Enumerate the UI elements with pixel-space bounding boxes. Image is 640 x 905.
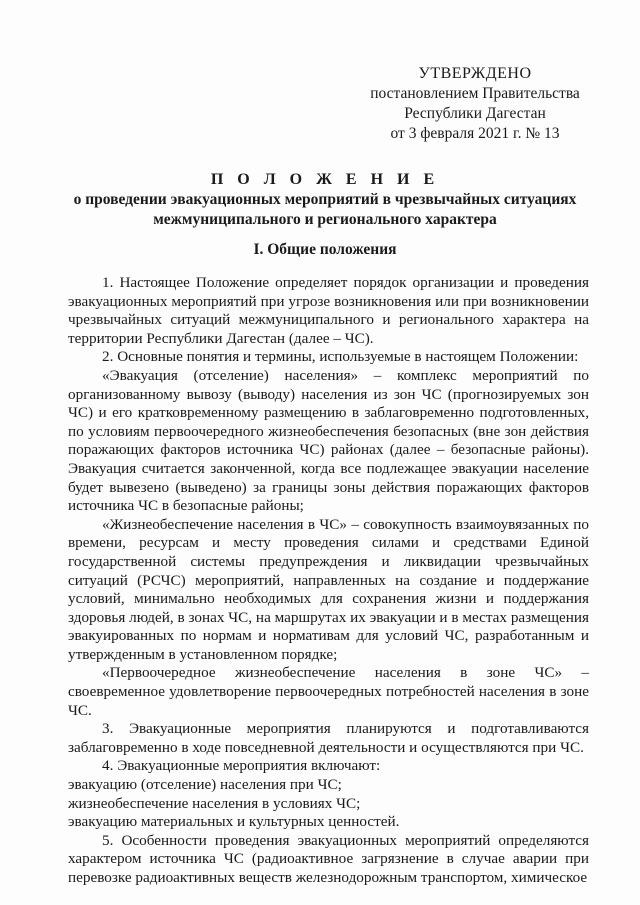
list-item-life-support: жизнеобеспечение населения в условиях ЧС;	[68, 794, 361, 812]
section-heading: I. Общие положения	[253, 241, 397, 258]
title-heading: П О Л О Ж Е Н И Е	[210, 171, 440, 188]
paragraph-3: 3. Эвакуационные мероприятия планируются и подготавливаются заблаговременно в ходе повседневной деятельности и осуществляются при ЧС.	[68, 720, 589, 756]
approval-stamp: УТВЕРЖДЕНО	[418, 65, 532, 82]
title-line-1: о проведении эвакуационных мероприятий в чрезвычайных ситуациях	[73, 191, 577, 208]
approval-block	[350, 64, 600, 144]
paragraph-2: 2. Основные понятия и термины, используемые в настоящем Положении:	[102, 348, 579, 366]
paragraph-1: 1. Настоящее Положение определяет порядок организации и проведения эвакуационных мероприятий при угрозе возникновения или при возникновении чрезвычайных ситуаций межмуниципального и регионального характера на территории Республики Дагестан (далее – ЧС).	[68, 274, 589, 347]
paragraph-life-support-definition: «Жизнеобеспечение населения в ЧС» – совокупность взаимоувязанных по времени, ресурсам и месту проведения силами и средствами Единой государственной системы предупреждения и ликвидации чрезвычайных ситуаций (РСЧС) мероприятий, направленных на создание и поддержание условий, минимально необходимых для сохранения жизни и поддержания здоровья людей, в зонах ЧС, на маршрутах их эвакуации и в местах размещения эвакуированных по нормам и нормативам для условий ЧС, разработанным и утвержденным в установленном порядке;	[68, 515, 589, 663]
paragraph-priority-life-support: «Первоочередное жизнеобеспечение населения в зоне ЧС» – своевременное удовлетворение первоочередных потребностей населения в зоне ЧС.	[68, 664, 589, 719]
approval-line-1: постановлением Правительства	[370, 85, 580, 102]
list-item-evacuation: эвакуацию (отселение) населения при ЧС;	[68, 776, 342, 794]
title-line-2: межмуниципального и регионального характера	[153, 211, 497, 228]
paragraph-4: 4. Эвакуационные мероприятия включают:	[102, 757, 381, 775]
approval-line-2: Республики Дагестан	[404, 105, 546, 122]
list-item-valuables: эвакуацию материальных и культурных ценностей.	[68, 813, 400, 831]
document-title	[60, 170, 590, 230]
document-body	[68, 274, 589, 888]
paragraph-5: 5. Особенности проведения эвакуационных мероприятий определяются характером источника ЧС (радиоактивное загрязнение в случае аварии при перевозке радиоактивных веществ железнодорожным транспортом, химическое	[68, 831, 589, 886]
approval-line-3: от 3 февраля 2021 г. № 13	[390, 125, 560, 142]
paragraph-evacuation-definition: «Эвакуация (отселение) населения» – комплекс мероприятий по организованному вывозу (выводу) населения из зон ЧС (прогнозируемых зон ЧС) и его кратковременному размещению в заблаговременно подготовленных, по условиям первоочередного жизнеобеспечения безопасных (вне зон действия поражающих факторов источника ЧС) районах (далее – безопасные районы). Эвакуация считается законченной, когда все подлежащее эвакуации население будет вывезено (выведено) за границы зоны действия поражающих факторов источника ЧС в безопасные районы;	[68, 366, 589, 515]
